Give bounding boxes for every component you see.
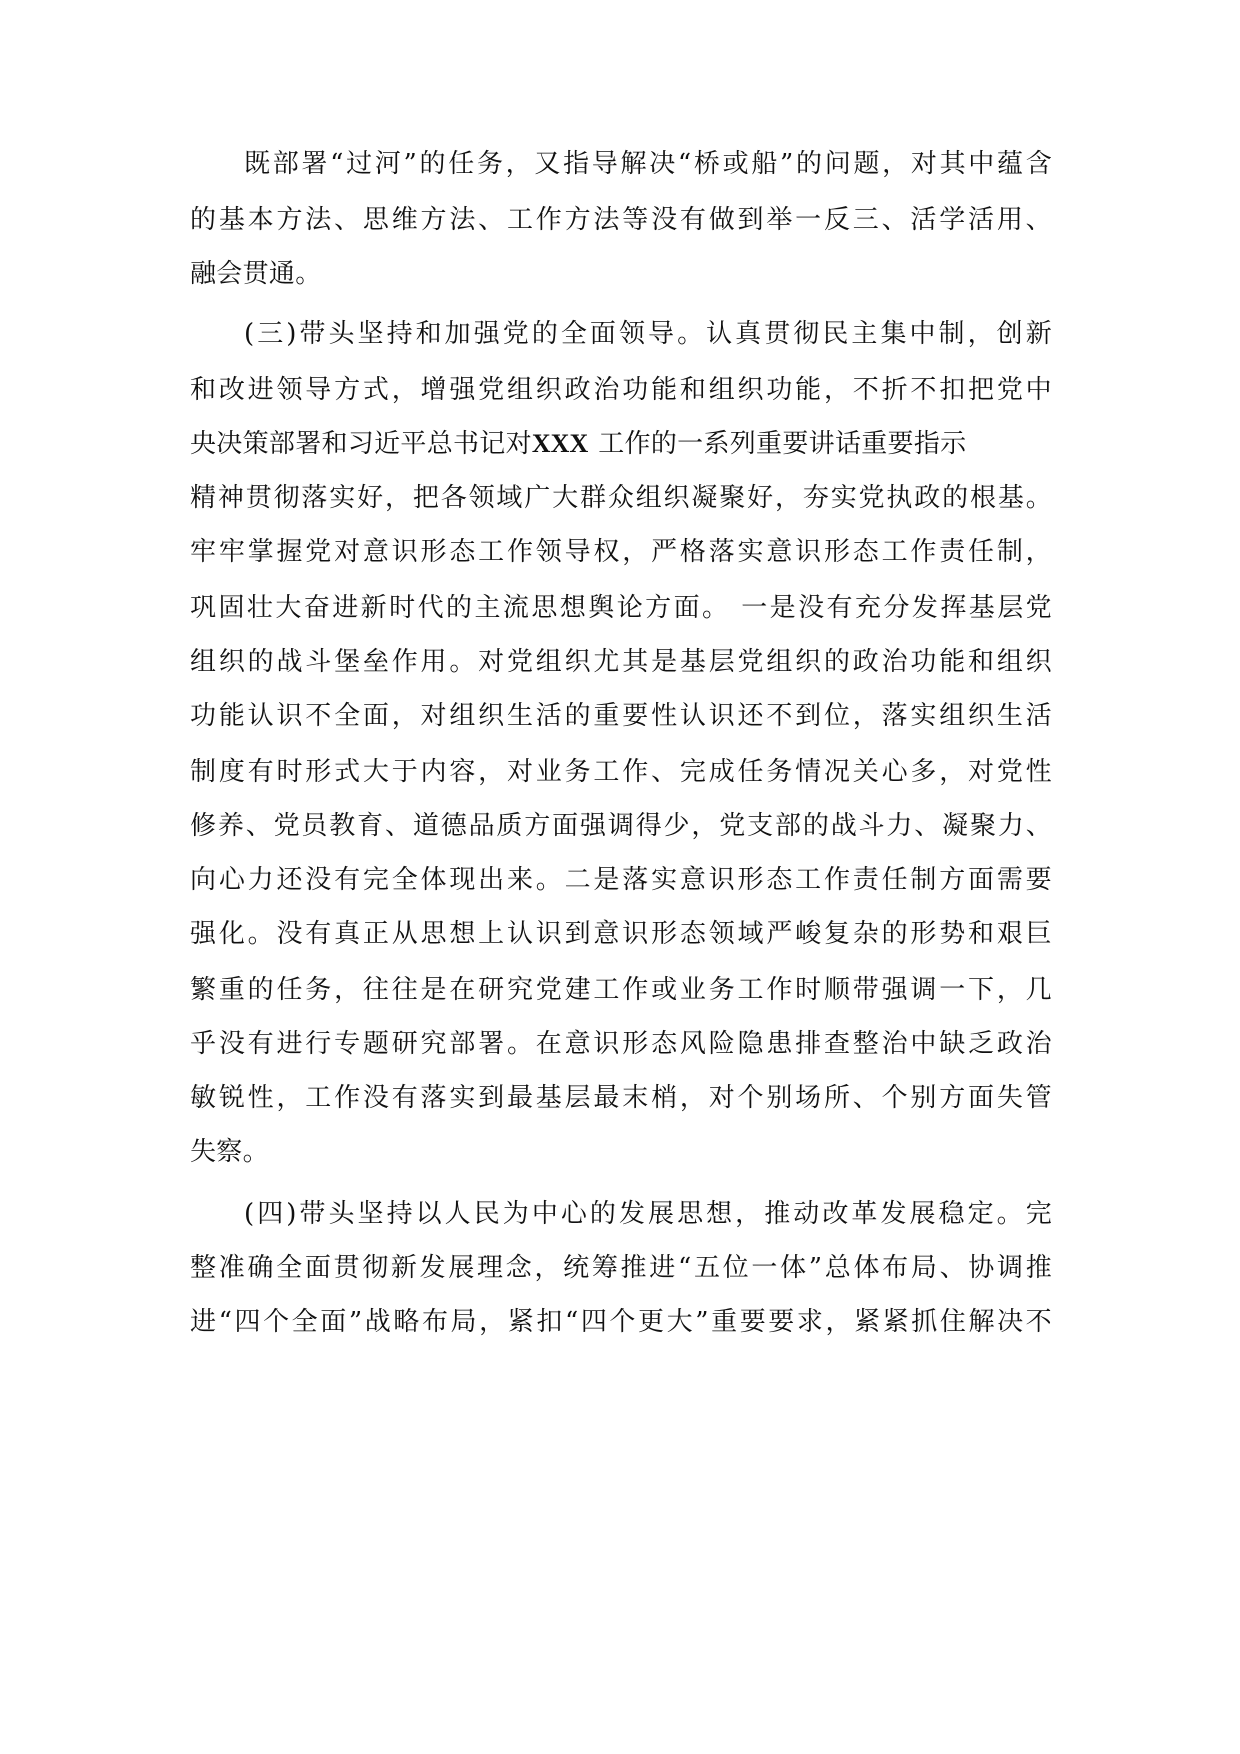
paragraph-2-line-8: 功能认识不全面，对组织生活的重要性认识还不到位，落实组织生活 bbox=[190, 701, 1052, 731]
paragraph-2-line-12: 强化。没有真正从思想上认识到意识形态领域严峻复杂的形势和艰巨 bbox=[190, 919, 1052, 949]
paragraph-3-line-1: (四)带头坚持以人民为中心的发展思想，推动改革发展稳定。完 bbox=[244, 1199, 1052, 1229]
line-3-text-b: 工作的一系列重要讲话重要指示 bbox=[598, 429, 967, 459]
paragraph-2-line-5: 牢牢掌握党对意识形态工作领导权，严格落实意识形态工作责任制， bbox=[190, 537, 1052, 567]
paragraph-2-line-2: 和改进领导方式，增强党组织政治功能和组织功能，不折不扣把党中 bbox=[190, 375, 1052, 405]
xxx-placeholder: XXX bbox=[531, 429, 589, 458]
paragraph-2-line-16: 失察。 bbox=[190, 1137, 269, 1167]
paragraph-3-line-3: 进“四个全面”战略布局，紧扣“四个更大”重要要求，紧紧抓住解决不 bbox=[190, 1307, 1052, 1337]
paragraph-1-line-3: 融会贯通。 bbox=[190, 259, 322, 289]
paragraph-2-line-9: 制度有时形式大于内容，对业务工作、完成任务情况关心多，对党性 bbox=[190, 757, 1052, 787]
paragraph-2-line-3 bbox=[190, 416, 1052, 472]
paragraph-2-line-11: 向心力还没有完全体现出来。二是落实意识形态工作责任制方面需要 bbox=[190, 865, 1052, 895]
paragraph-2-line-7: 组织的战斗堡垒作用。对党组织尤其是基层党组织的政治功能和组织 bbox=[190, 647, 1052, 677]
paragraph-2-line-10: 修养、党员教育、道德品质方面强调得少，党支部的战斗力、凝聚力、 bbox=[190, 811, 1052, 841]
paragraph-2-line-14: 乎没有进行专题研究部署。在意识形态风险隐患排查整治中缺乏政治 bbox=[190, 1029, 1052, 1059]
paragraph-2-line-13: 繁重的任务，往往是在研究党建工作或业务工作时顺带强调一下，几 bbox=[190, 975, 1052, 1005]
line-3-text-a: 央决策部署和习近平总书记对 bbox=[190, 429, 532, 459]
paragraph-1-line-1: 既部署“过河”的任务，又指导解决“桥或船”的问题，对其中蕴含 bbox=[244, 149, 1052, 179]
paragraph-2-line-4: 精神贯彻落实好，把各领域广大群众组织凝聚好，夯实党执政的根基。 bbox=[190, 483, 1052, 513]
paragraph-3-line-2: 整准确全面贯彻新发展理念，统筹推进“五位一体”总体布局、协调推 bbox=[190, 1253, 1052, 1283]
paragraph-2-line-6: 巩固壮大奋进新时代的主流思想舆论方面。 一是没有充分发挥基层党 bbox=[190, 593, 1052, 623]
paragraph-2-line-1: (三)带头坚持和加强党的全面领导。认真贯彻民主集中制，创新 bbox=[244, 319, 1052, 349]
paragraph-1-line-2: 的基本方法、思维方法、工作方法等没有做到举一反三、活学活用、 bbox=[190, 205, 1052, 235]
paragraph-2-line-15: 敏锐性，工作没有落实到最基层最末梢，对个别场所、个别方面失管 bbox=[190, 1083, 1052, 1113]
